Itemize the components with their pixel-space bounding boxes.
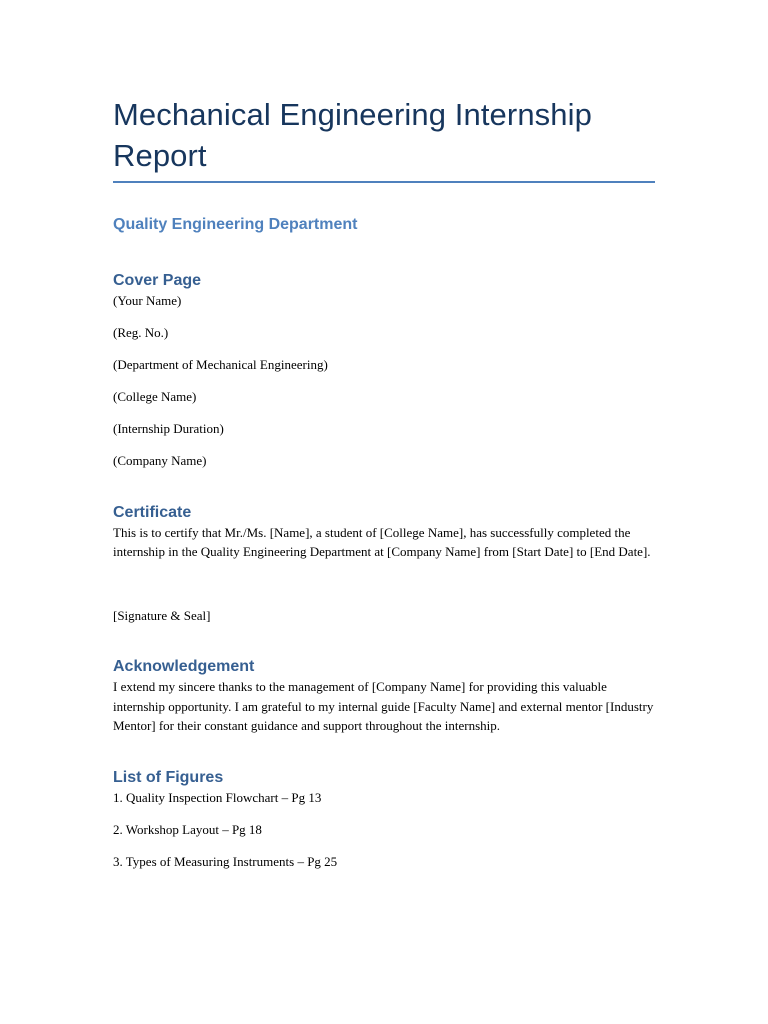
cover-line-company: (Company Name): [113, 453, 207, 468]
cover-line-department: (Department of Mechanical Engineering): [113, 357, 328, 372]
signature-seal-line: [Signature & Seal]: [113, 607, 211, 623]
cover-page-heading: Cover Page: [113, 272, 202, 289]
acknowledgement-body: I extend my sincere thanks to the management of [Company Name] for providing this valuable internship opportunity. I am grateful to my internal guide [Faculty Name] and external mentor [Industry Mentor] for their constant guidance and support throughout the internship.: [113, 679, 654, 733]
cover-line-name: (Your Name): [113, 293, 182, 308]
list-item: 1. Quality Inspection Flowchart – Pg 13: [113, 789, 322, 805]
figures-list: [113, 788, 655, 872]
cover-page-section: [113, 271, 655, 471]
certificate-body: This is to certify that Mr./Ms. [Name], a student of [College Name], has successfully completed the internship in the Quality Engineering Department at [Company Name] from [Start Date] to [End Date].: [113, 524, 651, 559]
list-item: 3. Types of Measuring Instruments – Pg 25: [113, 853, 338, 869]
title-divider: [113, 181, 655, 183]
acknowledgement-heading: Acknowledgement: [113, 658, 255, 675]
cover-line-college: (College Name): [113, 389, 197, 404]
document-page: [113, 94, 655, 871]
list-of-figures-heading: List of Figures: [113, 768, 224, 786]
department-subtitle: Quality Engineering Department: [113, 216, 358, 233]
acknowledgement-section: [113, 657, 655, 736]
list-of-figures-section: [113, 768, 655, 872]
cover-line-reg-no: (Reg. No.): [113, 325, 169, 340]
list-item: 2. Workshop Layout – Pg 18: [113, 821, 262, 837]
document-title: Mechanical Engineering Internship Report: [113, 97, 592, 173]
cover-page-list: [113, 291, 655, 471]
certificate-section: [113, 503, 655, 626]
certificate-heading: Certificate: [113, 503, 192, 521]
cover-line-duration: (Internship Duration): [113, 421, 224, 436]
